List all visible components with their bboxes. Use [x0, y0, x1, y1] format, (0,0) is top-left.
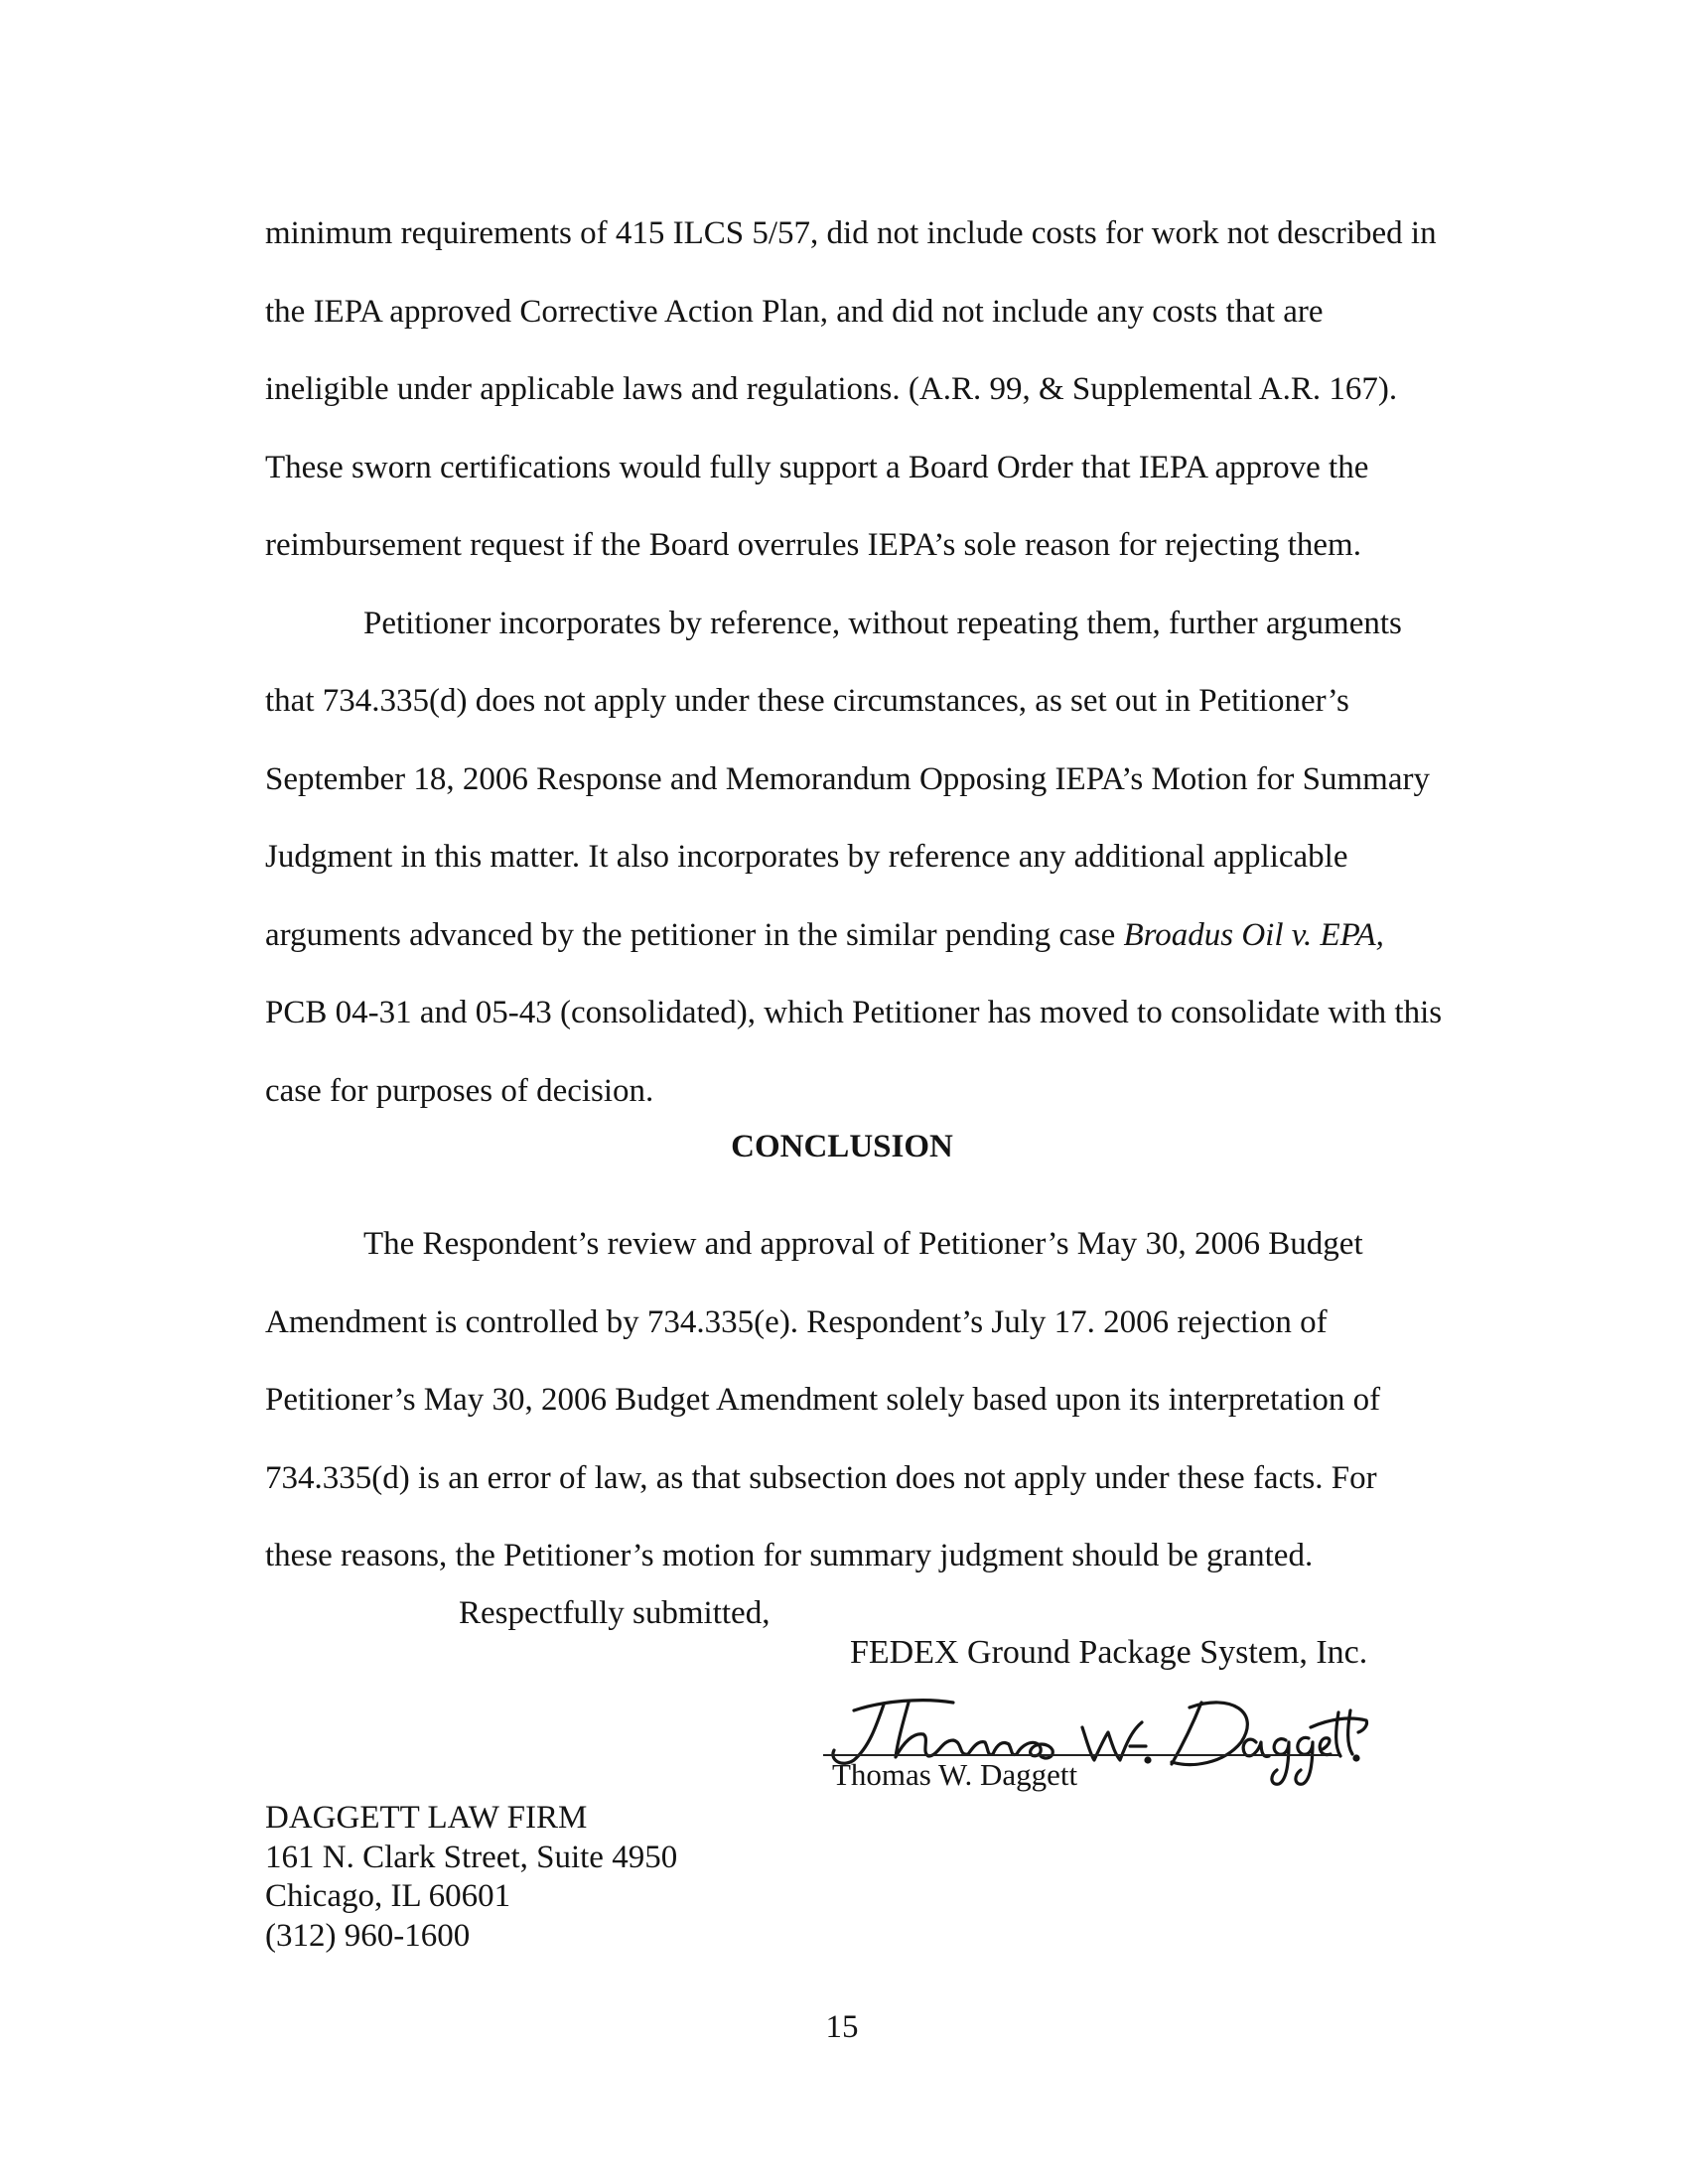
closing-text: Respectfully submitted, [459, 1595, 771, 1631]
firm-name: DAGGETT LAW FIRM [265, 1800, 588, 1836]
firm-address-block [265, 1799, 677, 1956]
section-heading: CONCLUSION [731, 1129, 953, 1164]
firm-phone: (312) 960-1600 [265, 1917, 471, 1954]
firm-city: Chicago, IL 60601 [265, 1878, 511, 1914]
signature-line [823, 1754, 1339, 1756]
page-number: 15 [825, 2009, 859, 2045]
client-name: FEDEX Ground Package System, Inc. [850, 1634, 1368, 1671]
signer-name: Thomas W. Daggett [832, 1757, 1078, 1792]
body-text [265, 195, 1447, 1130]
firm-street: 161 N. Clark Street, Suite 4950 [265, 1839, 678, 1875]
case-citation: Broadus Oil v. EPA, [1123, 916, 1384, 953]
paragraph-incorporation [265, 585, 1447, 1131]
paragraph-certifications: minimum requirements of 415 ILCS 5/57, did not include costs for work not described in the IEPA approved Corrective Action Plan, and did not include any costs that are ineligible under applicable laws and regulations. (A.R. 99, & Supplemental A.R. 167). These sworn certifications would fully support a Board Order that IEPA approve the reimbursement request if the Board overrules IEPA’s sole reason for rejecting them. [265, 215, 1437, 563]
paragraph-incorporation-part1: Petitioner incorporates by reference, without repeating them, further arguments that 734.335(d) does not apply under these circumstances, as set out in Petitioner’s September 18, 2006 Response and Memorandum Opposing IEPA’s Motion for Summary Judgment in this matter. It also incorporates by reference any additional applicable arguments advanced by the petitioner in the similar pending case [265, 605, 1430, 953]
paragraph-conclusion: The Respondent’s review and approval of Petitioner’s May 30, 2006 Budget Amendment is controlled by 734.335(e). Respondent’s July 17. 2006 rejection of Petitioner’s May 30, 2006 Budget Amendment solely based upon its interpretation of 734.335(d) is an error of law, as that subsection does not apply under these facts. For these reasons, the Petitioner’s motion for summary judgment should be granted. [265, 1226, 1381, 1573]
paragraph-incorporation-part2: PCB 04-31 and 05-43 (consolidated), which Petitioner has moved to consolidate with this case for purposes of decision. [265, 995, 1443, 1109]
